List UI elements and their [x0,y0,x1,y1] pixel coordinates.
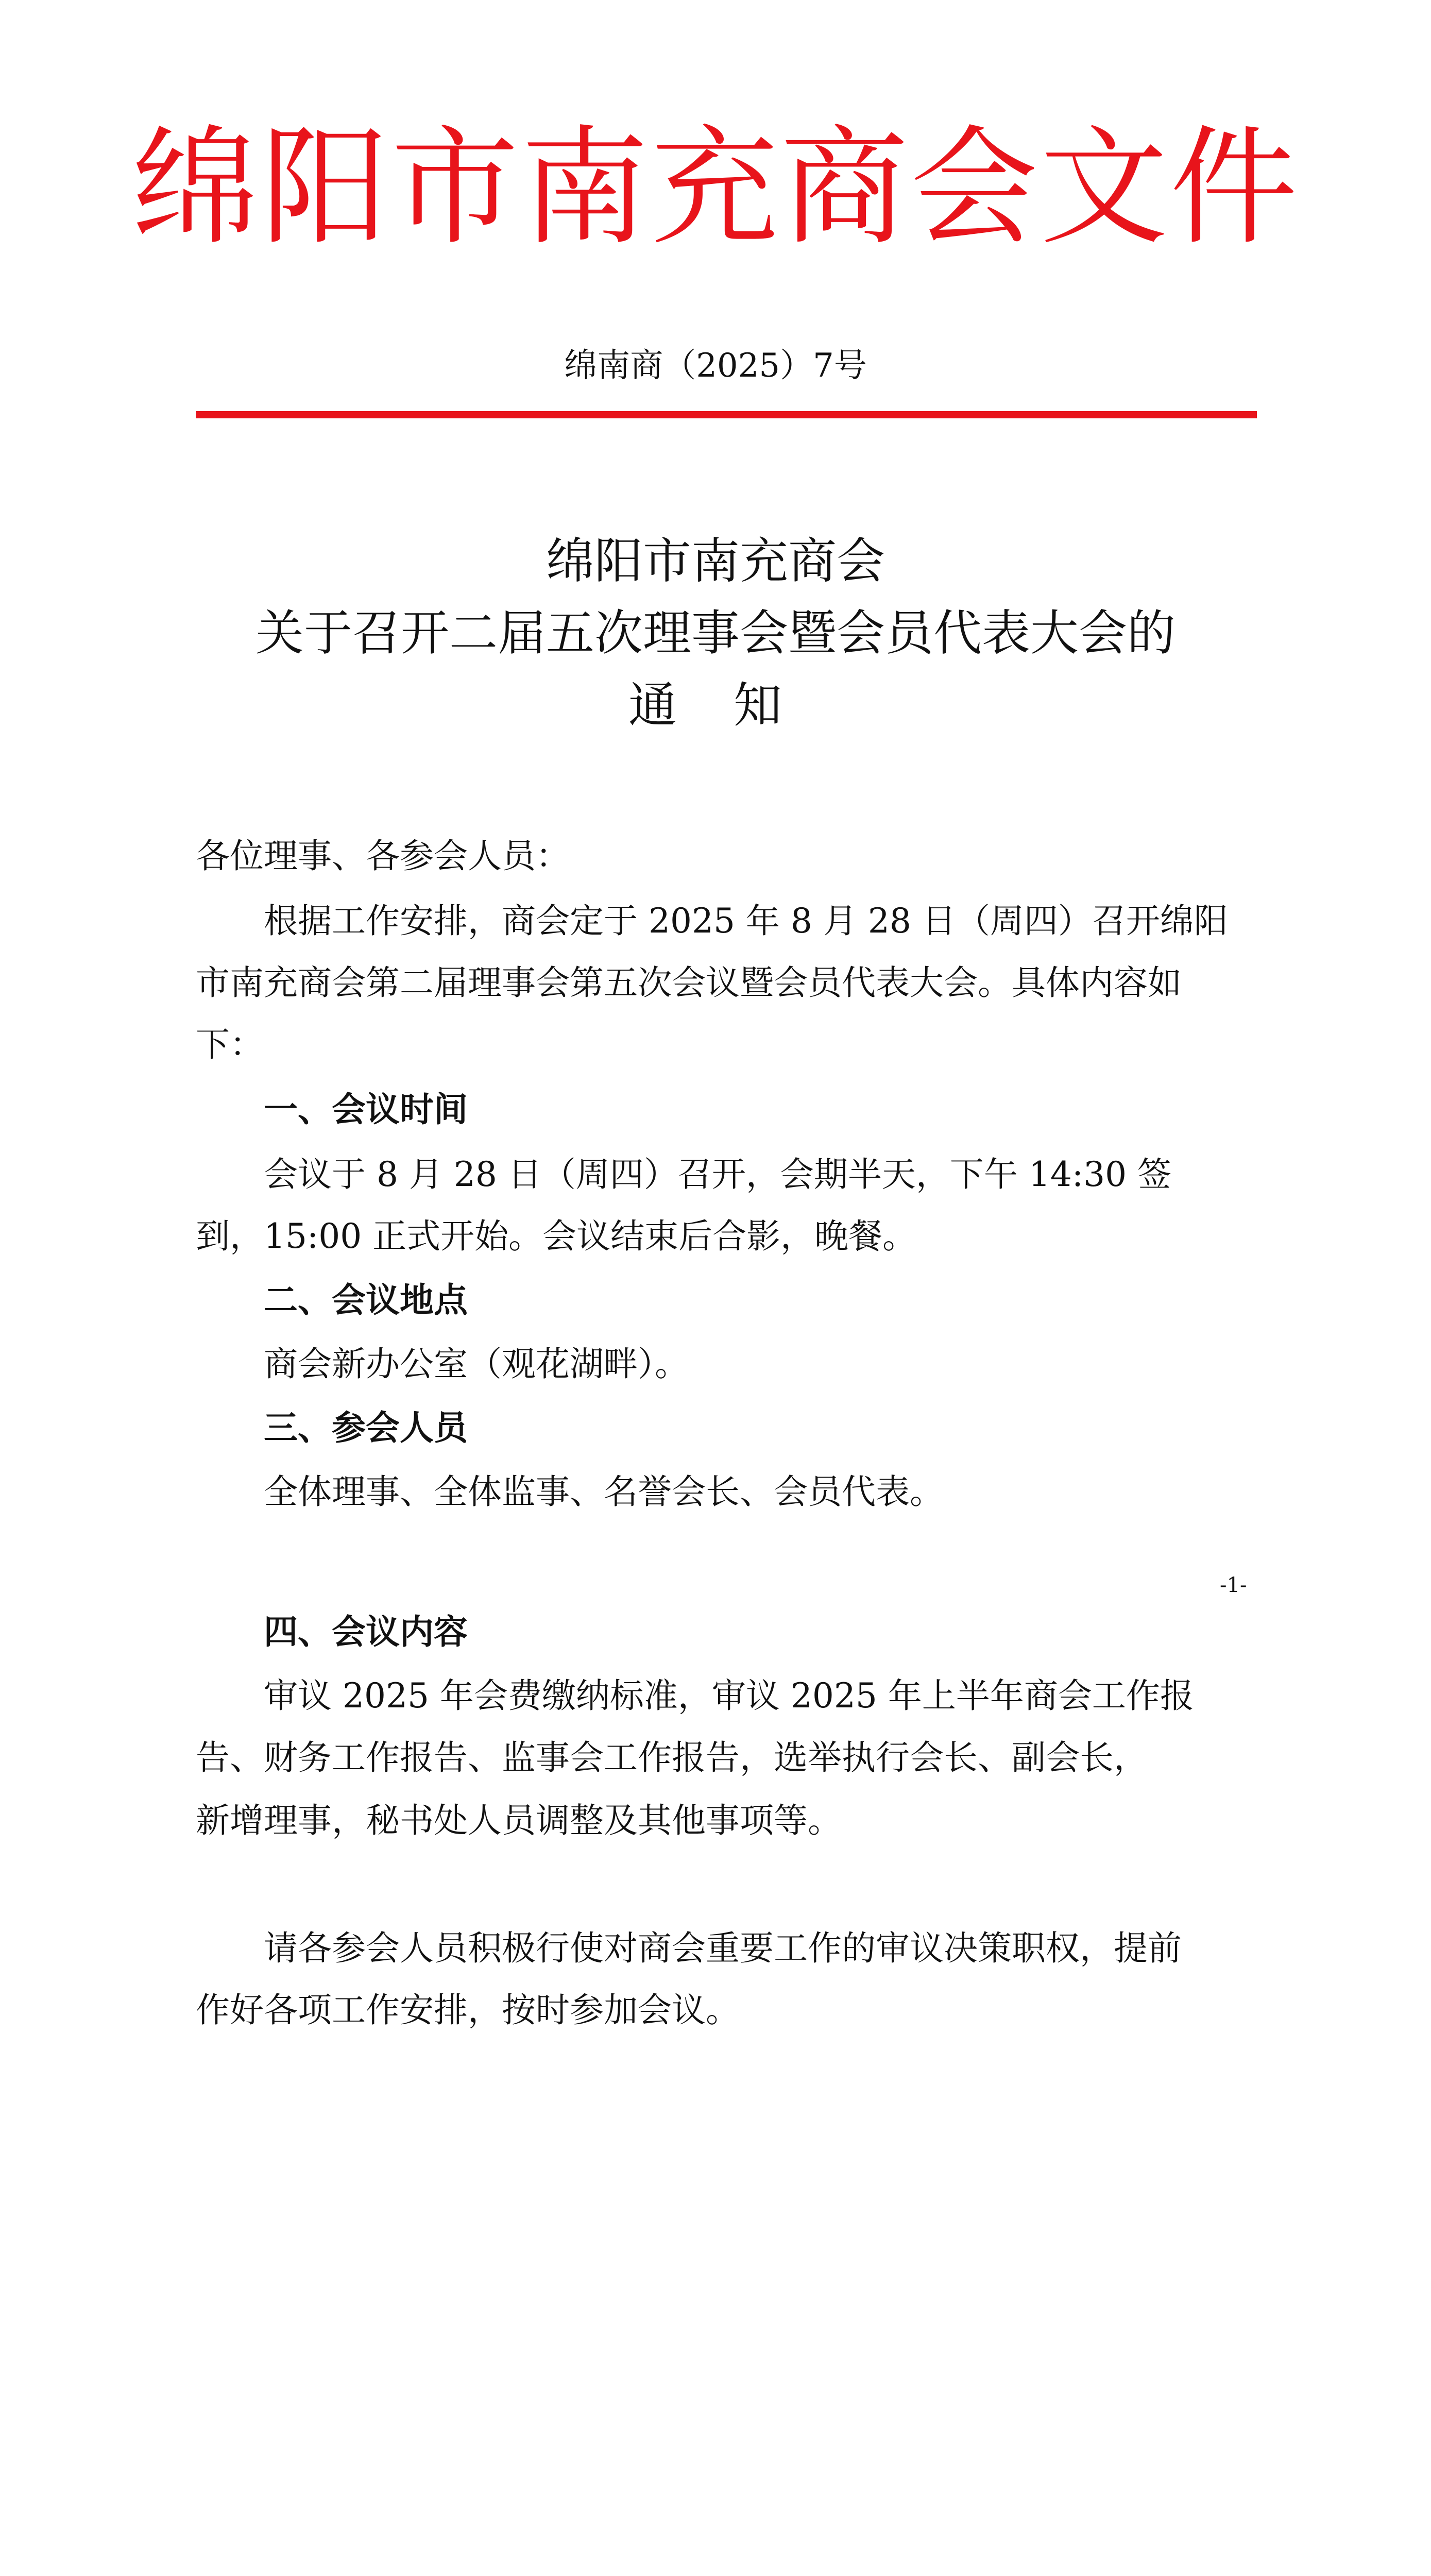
section-heading-meeting-location: 二、会议地点 [264,1280,468,1320]
section-heading-meeting-content: 四、会议内容 [264,1612,468,1652]
meeting-time-line: 到，15:00 正式开始。会议结束后合影，晚餐。 [196,1216,917,1256]
notice-title-line3: 通 知 [628,677,803,734]
intro-line: 市南充商会第二届理事会第五次会议暨会员代表大会。具体内容如 [196,963,1182,1003]
page-number-1: -1- [1220,1573,1247,1597]
closing-line: 作好各项工作安排，按时参加会议。 [196,1990,740,2030]
intro-line: 下： [196,1025,264,1064]
meeting-time-line: 会议于 8 月 28 日（周四）召开，会期半天，下午 14:30 签 [264,1155,1172,1194]
document-number: 绵南商（2025）7号 [564,347,867,385]
header-red-divider [196,411,1257,418]
meeting-content-line: 新增理事，秘书处人员调整及其他事项等。 [196,1801,842,1840]
attendees-line: 全体理事、全体监事、名誉会长、会员代表。 [264,1472,944,1512]
section-heading-attendees: 三、参会人员 [264,1408,468,1448]
salutation: 各位理事、各参会人员： [196,836,570,876]
document-header-title: 绵阳市南充商会文件 [131,114,1300,262]
notice-title-line2: 关于召开二届五次理事会暨会员代表大会的 [255,605,1176,662]
meeting-content-line: 告、财务工作报告、监事会工作报告，选举执行会长、副会长， [196,1738,1148,1777]
meeting-location-line: 商会新办公室（观花湖畔）。 [264,1344,689,1384]
notice-title-line1: 绵阳市南充商会 [546,533,885,589]
section-heading-meeting-time: 一、会议时间 [264,1090,468,1129]
meeting-content-line: 审议 2025 年会费缴纳标准，审议 2025 年上半年商会工作报 [264,1676,1194,1716]
intro-line: 根据工作安排，商会定于 2025 年 8 月 28 日（周四）召开绵阳 [264,901,1228,941]
closing-line: 请各参会人员积极行使对商会重要工作的审议决策职权，提前 [264,1928,1182,1968]
